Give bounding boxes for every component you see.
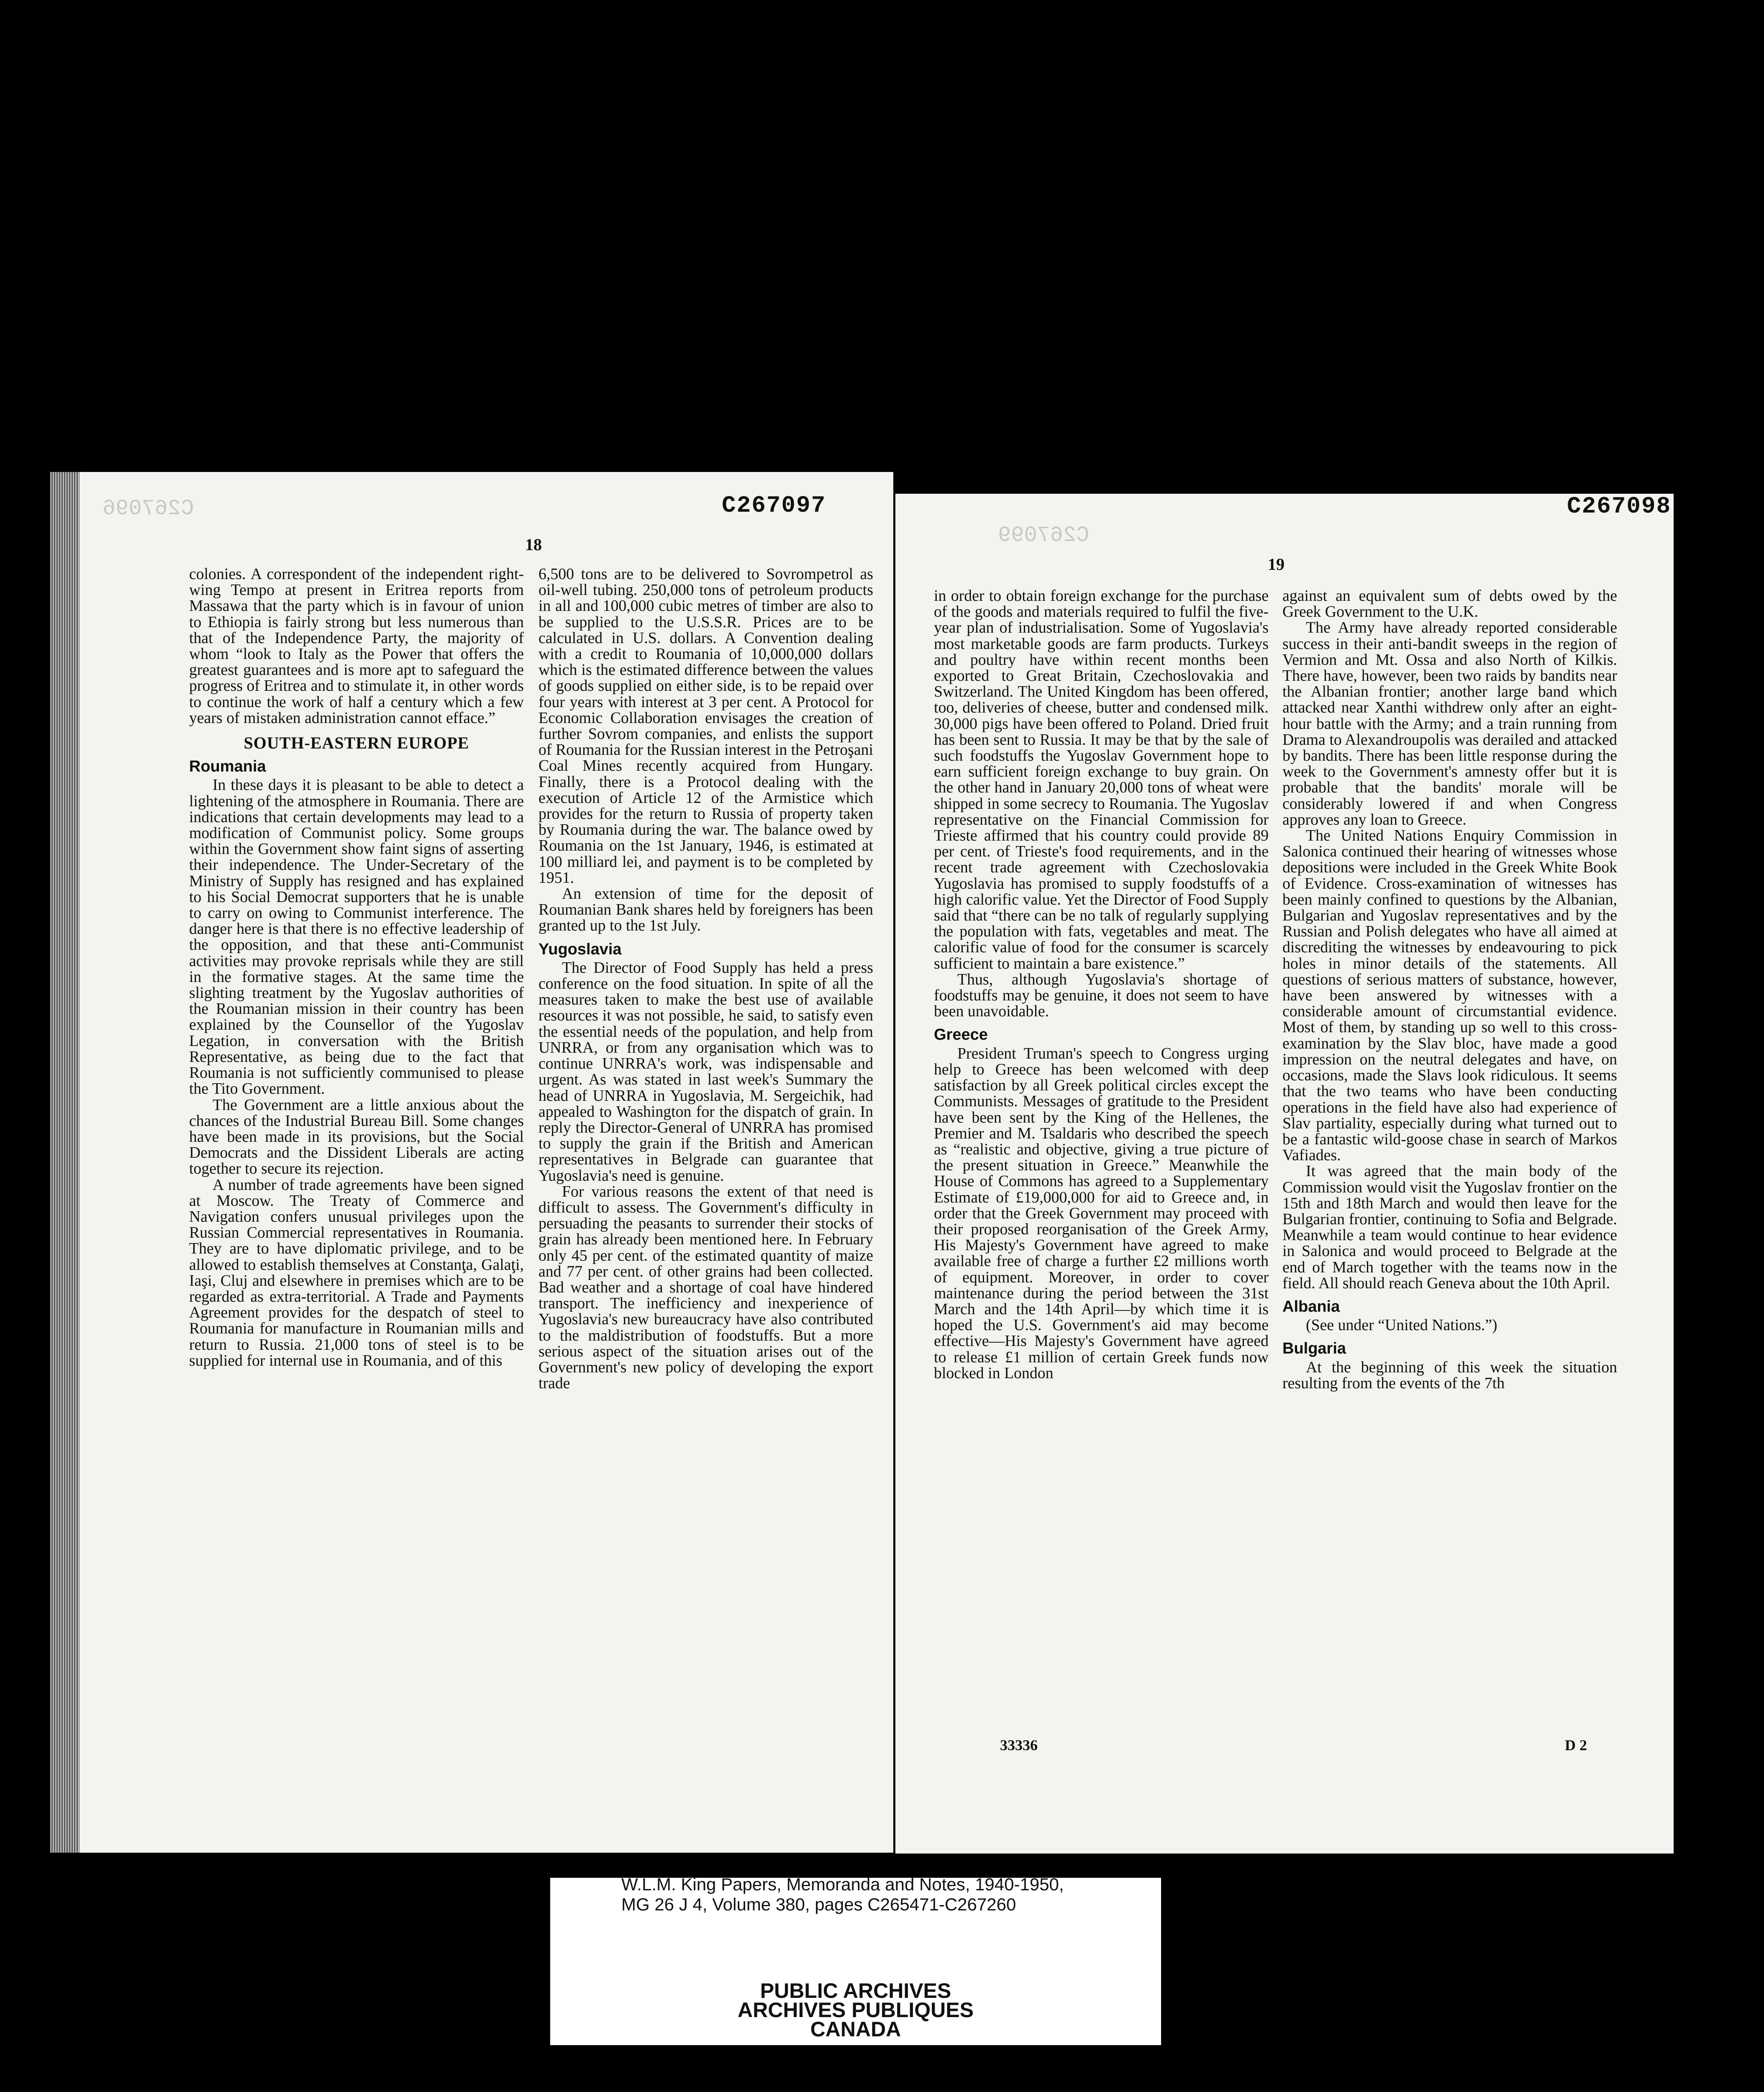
footer-code: 33336 bbox=[1000, 1737, 1038, 1754]
paragraph: The United Nations Enquiry Commission in Salonica continued their hearing of witnesses whose depositions were included in the Greek White Book of Evidence. Cross-examination of witnesses has been mainly confined to questions by the Albanian, Bulgarian and Yugoslav representatives and by the Russian and Polish delegates who have all aimed at discrediting the witnesses by endeavouring to pick holes in minor details of the statements. All questions of serious matters of substance, however, have been answered by witnesses with a considerable amount of circumstantial evidence. Most of them, by standing up so well to this cross-examination by the Slav bloc, have made a good impression on the neutral delegates and have, on occasions, made the Slavs look ridiculous. It seems that the two teams who have been conducting operations in the field have also had experience of Slav partiality, especially during what turned out to be a fantastic wild-goose chase in search of Markos Vafiades. bbox=[1282, 827, 1617, 1164]
left-page bbox=[79, 472, 893, 1853]
citation-line: MG 26 J 4, Volume 380, pages C265471-C267260 bbox=[621, 1895, 1016, 1914]
paragraph: At the beginning of this week the situation resulting from the events of the 7th bbox=[1282, 1358, 1617, 1392]
paragraph: in order to obtain foreign exchange for the purchase of the goods and materials required to fulfil the five-year plan of industrialisation. Some of Yugoslavia's most marketable goods are farm products. Turkeys and poultry have within recent months been exported to Great Britain, Czechoslovakia and Switzerland. The United Kingdom has been offered, too, deliveries of cheese, butter and condensed milk. 30,000 pigs have been offered to Poland. Dried fruit has been sent to Russia. It may be that by the sale of such foodstuffs the Yugoslav Government hope to earn sufficient foreign exchange to buy grain. On the other hand in January 20,000 tons of wheat were shipped in some secrecy to Roumania. The Yugoslav representative on the Financial Commission for Trieste affirmed that his country could provide 89 per cent. of Trieste's food requirements, and in the recent trade agreement with Czechoslovakia Yugoslavia has promised to supply foodstuffs of a high calorific value. Yet the Director of Food Supply said that “there can be no talk of regularly supplying the population with fats, vegetables and meat. The calorific value of food for the consumer is scarcely sufficient to maintain a bare existence.” bbox=[934, 587, 1269, 972]
left-column-1 bbox=[189, 566, 524, 1369]
paragraph: against an equivalent sum of debts owed by the Greek Government to the U.K. bbox=[1282, 587, 1617, 621]
subheading-albania: Albania bbox=[1282, 1297, 1340, 1315]
subheading-roumania: Roumania bbox=[189, 758, 266, 776]
paragraph: The Government are a little anxious about the chances of the Industrial Bureau Bill. Some changes have been made in its provisions, but the Social Democrats and the Dissident Liberals are acting together to secure its rejection. bbox=[189, 1096, 524, 1178]
archive-citation bbox=[621, 1874, 1165, 1915]
paragraph: It was agreed that the main body of the Commission would visit the Yugoslav frontier on the 15th and 18th March and would then leave for the Bulgarian frontier, continuing to Sofia and Belgrade. Meanwhile a team would continue to hear evidence in Salonica and would proceed to Belgrade at the end of March together with the teams now in the field. All should reach Geneva about the 10th April. bbox=[1282, 1162, 1617, 1292]
paragraph: (See under “United Nations.”) bbox=[1306, 1316, 1497, 1334]
paragraph: The Director of Food Supply has held a press conference on the food situation. In spite of all the measures taken to make the best use of available resources it was not possible, he said, to satisfy even the essential needs of the population, and help from UNRRA, or from any organisation which was to continue UNRRA's work, was indispensable and urgent. As was stated in last week's Summary the head of UNRRA in Yugoslavia, M. Sergeichik, had appealed to Washington for the dispatch of grain. In reply the Director-General of UNRRA has promised to supply the grain if the British and American representatives in Belgrade can guarantee that Yugoslavia's need is genuine. bbox=[538, 959, 873, 1184]
paragraph: For various reasons the extent of that need is difficult to assess. The Government's difficulty in persuading the peasants to surrender their stocks of grain has already been mentioned here. In February only 45 per cent. of the estimated quantity of maize and 77 per cent. of other grains had been collected. Bad weather and a shortage of coal have hindered transport. The inefficiency and inexperience of Yugoslavia's new bureaucracy have also contributed to the maldistribution of foodstuffs. But a more serious aspect of the situation arises out of the Government's new policy of developing the export trade bbox=[538, 1182, 873, 1392]
page-number-right: 19 bbox=[1268, 555, 1285, 574]
paragraph: The Army have already reported considerable success in their anti-bandit sweeps in the region of Vermion and Mt. Ossa and also North of Kilkis. There have, however, been two raids by bandits near the Albanian frontier; another large band which attacked near Xanthi withdrew only after an eight-hour battle with the Army; and a train running from Drama to Alexandroupolis was derailed and attacked by bandits. There has been little response during the week to the Government's amnesty offer but it is probable that the bandits' morale will be considerably lowered if and when Congress approves any loan to Greece. bbox=[1282, 619, 1617, 828]
paragraph: Thus, although Yugoslavia's shortage of foodstuffs may be genuine, it does not seem to have been unavoidable. bbox=[934, 970, 1269, 1020]
subheading-yugoslavia: Yugoslavia bbox=[538, 940, 622, 958]
paragraph: In these days it is pleasant to be able to detect a lightening of the atmosphere in Roumania. There are indications that certain developments may lead to a modification of Communist policy. Some groups within the Government show faint signs of asserting their independence. The Under-Secretary of the Ministry of Supply has resigned and has explained to his Social Democrat supporters that he is unable to carry on owing to Communist interference. The danger here is that there is no effective leadership of the opposition, and that these anti-Communist activities may provoke reprisals while they are still in the formative stages. At the same time the slighting treatment by the Yugoslav authorities of the Roumanian mission in their country has been explained by the Counsellor of the Yugoslav Legation, in conversation with the British Representative, as being due to the fact that Roumania is not sufficiently communised to please the Tito Government. bbox=[189, 776, 524, 1098]
archives-stamp bbox=[546, 1981, 1165, 2039]
left-column-2 bbox=[538, 566, 873, 1391]
subheading-bulgaria: Bulgaria bbox=[1282, 1340, 1346, 1358]
archives-line: ARCHIVES PUBLIQUES bbox=[738, 1998, 974, 2022]
subheading-greece: Greece bbox=[934, 1026, 988, 1044]
footer-signature: D 2 bbox=[1565, 1737, 1587, 1754]
section-heading: SOUTH-EASTERN EUROPE bbox=[244, 733, 469, 753]
citation-line: W.L.M. King Papers, Memoranda and Notes, 1940-1950, bbox=[621, 1874, 1064, 1894]
right-page bbox=[895, 494, 1674, 1854]
mirrored-serial-right: C267099 bbox=[998, 523, 1090, 548]
book-page-edges bbox=[50, 472, 82, 1853]
archives-line: PUBLIC ARCHIVES bbox=[760, 1979, 951, 2002]
paragraph: 6,500 tons are to be delivered to Sovrompetrol as oil-well tubing. 250,000 tons of petroleum products in all and 100,000 cubic metres of timber are also to be supplied to the U.S.S.R. Prices are to be calculated in U.S. dollars. A Convention dealing with a credit to Roumania of 10,000,000 dollars which is the estimated difference between the values of goods supplied on either side, is to be repaid over four years with interest at 3 per cent. A Protocol for Economic Collaboration envisages the creation of further Sovrom companies, and enlists the support of Roumania for the Russian interest in the Petroşani Coal Mines recently acquired from Hungary. Finally, there is a Protocol dealing with the execution of Article 12 of the Armistice which provides for the return to Russia of property taken by Roumania during the war. The balance owed by Roumania on the 1st January, 1946, is estimated at 100 milliard lei, and payment is to be completed by 1951. bbox=[538, 565, 873, 887]
right-column-1 bbox=[934, 588, 1269, 1381]
paragraph: President Truman's speech to Congress urging help to Greece has been welcomed with deep satisfaction by all Greek political circles except the Communists. Messages of gratitude to the President have been sent by the King of the Hellenes, the Premier and M. Tsaldaris who described the speech as “realistic and objective, giving a true picture of the present situation in Greece.” Meanwhile the House of Commons has agreed to a Supplementary Estimate of £19,000,000 for aid to Greece and, in order that the Greek Government may proceed with their proposed reorganisation of the Greek Army, His Majesty's Government have agreed to make available free of charge a further £2 millions worth of equipment. Moreover, in order to cover maintenance during the period between the 31st March and the 14th April—by which time it is hoped the U.S. Government's aid may become effective—His Majesty's Government have agreed to release £1 million of certain Greek funds now blocked in London bbox=[934, 1044, 1269, 1382]
mirrored-serial-left: C267096 bbox=[103, 496, 194, 521]
page-serial-right: C267098 bbox=[1567, 493, 1672, 520]
right-column-2 bbox=[1282, 588, 1617, 1391]
archives-line: CANADA bbox=[810, 2018, 901, 2041]
paragraph: colonies. A correspondent of the independent right-wing Tempo at present in Eritrea reports from Massawa that the party which is in favour of union to Ethiopia is fairly strong but less numerous than that of the Independence Party, the majority of whom “look to Italy as the Power that offers the greatest guarantees and is more apt to safeguard the progress of Eritrea and to stimulate it, in other words to continue the work of half a century which a few years of mistaken administration cannot efface.” bbox=[189, 565, 524, 727]
page-number-left: 18 bbox=[525, 535, 542, 554]
page-serial-left: C267097 bbox=[722, 492, 826, 519]
paragraph: A number of trade agreements have been signed at Moscow. The Treaty of Commerce and Navigation confers unusual privileges upon the Russian Commercial representatives in Roumania. They are to have diplomatic privilege, and to be allowed to establish themselves at Constanţa, Galaţi, Iaşi, Cluj and elsewhere in premises which are to be regarded as extra-territorial. A Trade and Payments Agreement provides for the despatch of steel to Roumania for manufacture in Roumanian mills and return to Russia. 21,000 tons of steel is to be supplied for internal use in Roumania, and of this bbox=[189, 1176, 524, 1369]
paragraph: An extension of time for the deposit of Roumanian Bank shares held by foreigners has been granted up to the 1st July. bbox=[538, 885, 873, 935]
